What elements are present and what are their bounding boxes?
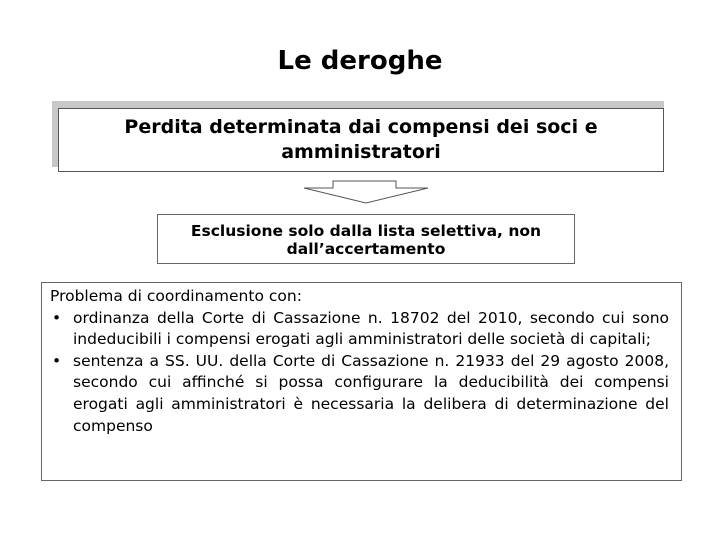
list-item xyxy=(50,351,669,437)
exclusion-line-1: Esclusione solo dalla lista selettiva, non xyxy=(190,222,542,240)
bullet-icon: • xyxy=(52,351,62,370)
list-item-text: ordinanza della Corte di Cassazione n. 18702 del 2010, secondo cui sono indeducibili i compensi erogati agli amministratori delle società di capitali; xyxy=(73,308,669,349)
list-item xyxy=(50,308,669,351)
slide-title: Le deroghe xyxy=(277,46,443,76)
coordination-box xyxy=(41,282,682,481)
bullet-icon: • xyxy=(52,308,62,327)
list-item-text: sentenza a SS. UU. della Corte di Cassazione n. 21933 del 29 agosto 2008, secondo cui affinché si possa configurare la deducibilità dei compensi erogati agli amministratori è necessaria la delibera di determinazione del compenso xyxy=(73,351,669,435)
exclusion-line-2: dall’accertamento xyxy=(286,240,446,258)
exclusion-box xyxy=(157,214,575,264)
coordination-intro: Problema di coordinamento con: xyxy=(50,287,302,305)
heading-box-text: Perdita determinata dai compensi dei soci e amministratori xyxy=(124,116,598,163)
coordination-list xyxy=(50,308,669,438)
